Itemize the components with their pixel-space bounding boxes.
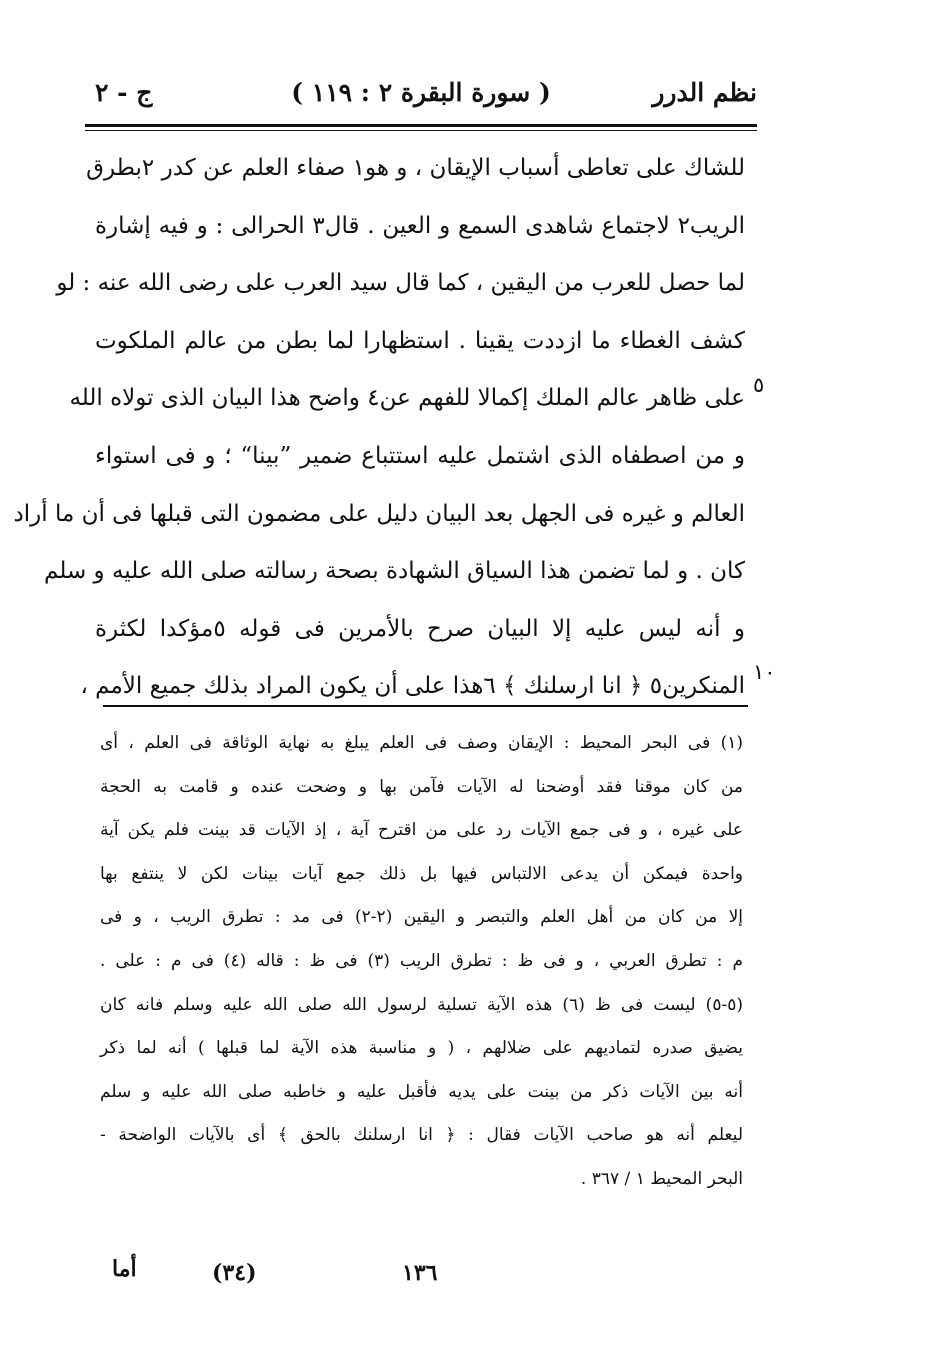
footnote-line: ليعلم أنه هو صاحب الآيات فقال : ﴿ انا ارسلنك بالحق ﴾ أى بالآيات الواضحة - <box>100 1125 743 1146</box>
footnote-line: أنه بين الآيات ذكر من بينت على يديه فأقبل عليه و خاطبه صلى الله عليه و سلم <box>100 1081 743 1102</box>
page-footer <box>90 1256 490 1296</box>
page-number: ١٣٦ <box>402 1260 438 1286</box>
line-number-10: ١٠ <box>753 660 776 684</box>
text-line: و من اصطفاه الذى اشتمل عليه استتباع ضمير ”بينا“ ؛ و فى استواء <box>95 442 745 469</box>
surah-reference: ( سورة البقرة ٢ : ١١٩ ) <box>291 78 551 107</box>
text-line: لما حصل للعرب من اليقين ، كما قال سيد العرب على رضى الله عنه : لو <box>56 270 745 297</box>
footnote-line: إلا من كان من أهل العلم والتبصر و اليقين (٢-٢) فى مد : تطرق الريب ، و فى <box>100 907 743 928</box>
text-line: المنكرين٥ ﴿ انا ارسلنك ﴾ ٦هذا على أن يكون المراد بذلك جميع الأمم ، <box>80 673 745 700</box>
header-rule-thin <box>85 130 757 131</box>
footnote-separator <box>103 705 748 707</box>
text-line: العالم و غيره فى الجهل بعد البيان دليل على مضمون التى قبلها فى أن ما أراد <box>13 500 745 527</box>
book-title: نظم الدرر <box>652 78 757 107</box>
footnote-line: البحر المحيط ١ / ٣٦٧ . <box>580 1168 743 1189</box>
text-line: و أنه ليس عليه إلا البيان صرح بالأمرين فى قوله ٥مؤكدا لكثرة <box>95 615 745 642</box>
text-line: كان . و لما تضمن هذا السياق الشهادة بصحة رسالته صلى الله عليه و سلم <box>44 558 745 585</box>
original-page-number: (٣٤) <box>212 1260 257 1286</box>
footnote-line: يضيق صدره لتماديهم على ضلالهم ، ( و مناسبة هذه الآية لما قبلها ) أنه لما ذكر <box>100 1038 743 1059</box>
footnote-line: (١) فى البحر المحيط : الإيقان وصف فى العلم يبلغ به نهاية الوثاقة فى العلم ، أى <box>100 733 743 753</box>
line-number-5: ٥ <box>753 373 765 397</box>
footnotes <box>100 722 743 1202</box>
footnote-line: على غيره ، و فى جمع الآيات رد على من اقترح آية ، إذ الآيات قد بينت فلم يكن آية <box>100 820 743 841</box>
footnote-line: من كان موقنا فقد أوضحنا له الآيات فآمن بها و وضحت عنده و قامت به الحجة <box>100 776 743 797</box>
text-line: للشاك على تعاطى أسباب الإيقان ، و هو١ صفاء العلم عن كدر ٢بطرق <box>86 155 745 181</box>
main-text <box>13 140 745 716</box>
footnote-line: (٥-٥) ليست فى ظ (٦) هذه الآية تسلية لرسول الله صلى الله عليه وسلم فانه كان <box>100 994 743 1015</box>
running-header <box>85 78 757 118</box>
text-line: الريب٢ لاجتماع شاهدى السمع و العين . قال٣ الحرالى : و فيه إشارة <box>95 212 745 239</box>
volume-label: ج - ٢ <box>95 78 153 107</box>
text-line: كشف الغطاء ما ازددت يقينا . استظهارا لما بطن من عالم الملكوت <box>95 327 745 354</box>
text-line: على ظاهر عالم الملك إكمالا للفهم عن٤ واضح هذا البيان الذى تولاه الله <box>69 385 745 412</box>
footnote-line: واحدة فيمكن أن يدعى الالتباس فيها بل ذلك جمع آيات بينات لكن لا ينتفع بها <box>100 863 743 884</box>
footnote-line: م : تطرق العربي ، و فى ظ : تطرق الريب (٣) فى ظ : قاله (٤) فى م : على . <box>100 950 743 971</box>
catchword: أما <box>112 1256 137 1282</box>
header-rule-thick <box>85 124 757 127</box>
